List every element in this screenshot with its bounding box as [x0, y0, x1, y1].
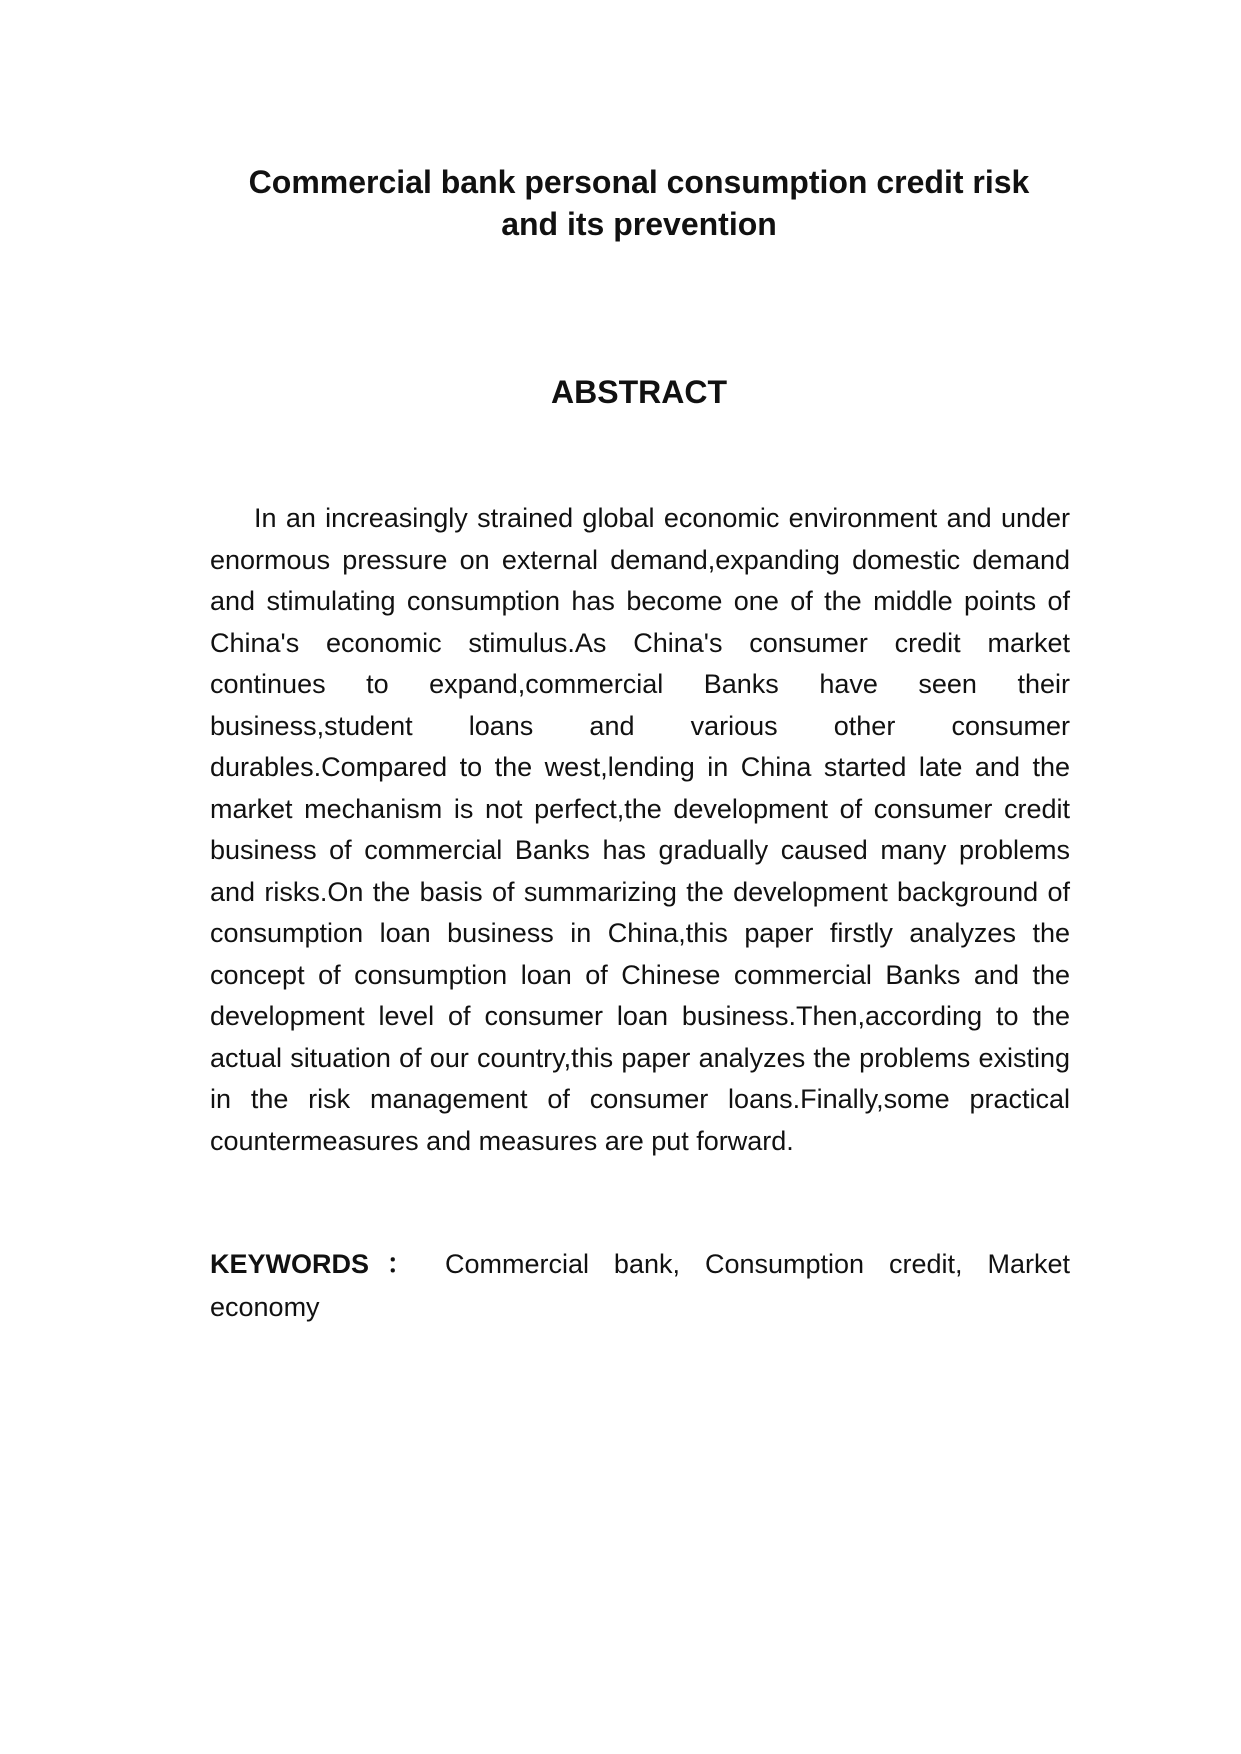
- abstract-paragraph: In an increasingly strained global economic environment and under enormous pressure on external demand,expanding domestic demand and stimulating consumption has become one of the middle points of China's economic stimulus.As China's consumer credit market continues to expand,commercial Banks have seen their business,student loans and various other consumer durables.Compared to the west,lending in China started late and the market mechanism is not perfect,the development of consumer credit business of commercial Banks has gradually caused many problems and risks.On the basis of summarizing the development background of consumption loan business in China,this paper firstly analyzes the concept of consumption loan of Chinese commercial Banks and the development level of consumer loan business.Then,according to the actual situation of our country,this paper analyzes the problems existing in the risk management of consumer loans.Finally,some practical countermeasures and measures are put forward.: [210, 503, 1070, 1156]
- keywords-line: [210, 1243, 1070, 1329]
- keywords-label: KEYWORDS: [210, 1249, 370, 1279]
- document-title-line-2: and its prevention: [501, 206, 777, 242]
- keywords-separator: ：: [369, 1249, 431, 1279]
- abstract-heading: ABSTRACT: [551, 374, 727, 410]
- keywords-text: Commercial bank, Consumption credit, Market economy: [210, 1249, 1071, 1322]
- document-title: [210, 161, 1068, 245]
- document-title-line-1: Commercial bank personal consumption credit risk: [248, 164, 1030, 200]
